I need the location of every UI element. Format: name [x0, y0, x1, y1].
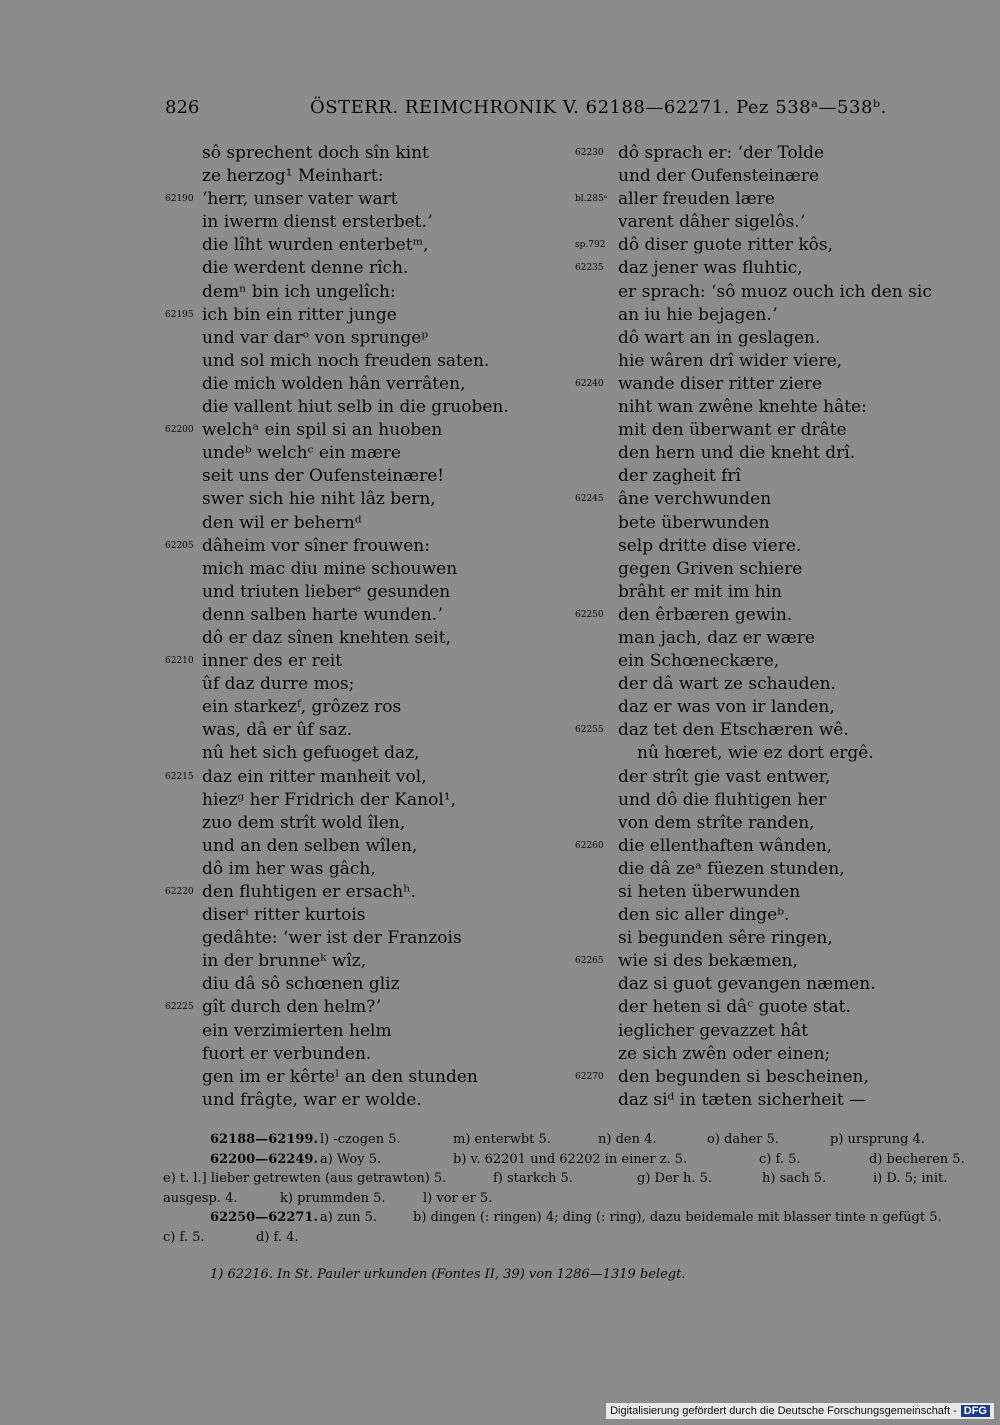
verse-line [575, 350, 975, 373]
line-number: 62190 [165, 194, 194, 205]
verse-text: daz jener was fluhtic, [618, 258, 803, 279]
apparatus-entry: k) prummden 5. [280, 1190, 386, 1206]
verse-text: sô sprechent doch sîn kint [202, 143, 429, 163]
verse-line [575, 604, 975, 627]
verse-text: hiezᵍ her Fridrich der Kanol¹, [202, 789, 456, 810]
apparatus-entry: c) f. 5. [163, 1229, 205, 1245]
verse-line [575, 535, 975, 558]
verse-text: er sprach: ʻsô muoz ouch ich den sic [618, 281, 932, 302]
line-number: 62205 [165, 540, 194, 551]
verse-text: den êrbæren gewin. [618, 604, 793, 625]
verse-line [575, 1020, 975, 1043]
verse-line [575, 165, 975, 188]
verse-line [575, 142, 975, 165]
verse-text: dâheim vor sîner frouwen: [202, 535, 430, 556]
apparatus-line [163, 1130, 965, 1150]
verse-line [165, 650, 565, 673]
verse-line [165, 373, 565, 396]
verse-line [165, 350, 565, 373]
verse-text: der strît gie vast entwer, [618, 766, 831, 787]
dfg-logo: DFG [961, 1405, 990, 1417]
verse-line [575, 789, 975, 812]
verse-text: in der brunneᵏ wîz, [202, 951, 367, 972]
verse-text: aller freuden lære [618, 189, 775, 210]
line-number: bl.285ᵃ [575, 194, 608, 205]
verse-line [575, 396, 975, 419]
verse-text: der zagheit frî [618, 466, 741, 487]
verse-text: dô sprach er: ʻder Tolde [618, 143, 825, 163]
verse-line [165, 419, 565, 442]
verse-text: gegen Griven schiere [618, 558, 803, 579]
verse-text: ich bin ein ritter junge [202, 304, 397, 325]
verse-line [165, 535, 565, 558]
verse-text: dô er daz sînen knehten seit, [202, 627, 451, 648]
verse-line [165, 673, 565, 696]
verse-line [575, 419, 975, 442]
verse-text: si begunden sêre ringen, [618, 928, 833, 949]
page-number: 826 [165, 97, 200, 118]
verse-text: ein verzimierten helm [202, 1020, 392, 1041]
verse-text: hie wâren drî wider viere, [618, 350, 843, 371]
line-number: 62200 [165, 425, 194, 436]
verse-text: nû hœret, wie ez dort ergê. [637, 743, 874, 764]
verse-text: bete überwunden [618, 512, 770, 533]
apparatus-entry: m) enterwbt 5. [453, 1132, 551, 1147]
verse-line [575, 719, 975, 742]
verse-text: die mich wolden hân verrâten, [202, 373, 466, 394]
verse-line [575, 1066, 975, 1089]
verse-line [165, 835, 565, 858]
line-number: 62265 [575, 956, 604, 967]
line-number: 62225 [165, 1002, 194, 1013]
verse-line [575, 304, 975, 327]
verse-text: und an den selben wîlen, [202, 835, 418, 856]
apparatus-verse-range: 62250—62271. [210, 1210, 318, 1225]
verse-text: und dô die fluhtigen her [618, 789, 827, 810]
line-number: sp.792 [575, 240, 606, 251]
right-verse-column [575, 142, 975, 1112]
verse-line [575, 673, 975, 696]
verse-line [165, 442, 565, 465]
verse-text: daz si guot gevangen næmen. [618, 974, 876, 995]
apparatus-verse-range: 62200—62249. [210, 1151, 318, 1167]
verse-text: die ellenthaften wânden, [618, 835, 833, 856]
verse-line [165, 789, 565, 812]
verse-text: daz ein ritter manheit vol, [202, 766, 427, 787]
line-number: 62195 [165, 309, 194, 320]
verse-text: mit den überwant er drâte [618, 420, 847, 441]
verse-line [165, 304, 565, 327]
verse-text: welchᵃ ein spil si an huoben [202, 420, 443, 441]
verse-text: swer sich hie niht lâz bern, [202, 489, 436, 510]
apparatus-entry: p) ursprung 4. [830, 1132, 925, 1147]
apparatus-entry: i) D. 5; init. [873, 1171, 948, 1186]
verse-text: âne verchwunden [618, 489, 772, 510]
verse-line [575, 904, 975, 927]
verse-text: selp dritte dise viere. [618, 535, 802, 556]
verse-line [165, 996, 565, 1019]
verse-text: si heten überwunden [618, 882, 801, 902]
dfg-credit [606, 1403, 994, 1419]
verse-text: ieglicher gevazzet hât [618, 1020, 809, 1041]
apparatus-entry: l) vor er 5. [423, 1190, 493, 1206]
verse-line [165, 558, 565, 581]
left-verse-column [165, 142, 565, 1112]
verse-line [575, 373, 975, 396]
verse-line [575, 257, 975, 280]
verse-line [165, 211, 565, 234]
verse-line [575, 512, 975, 535]
line-number: 62260 [575, 840, 604, 851]
verse-text: diu dâ sô schœnen gliz [202, 974, 400, 995]
verse-text: undeᵇ welchᶜ ein mære [202, 443, 401, 464]
verse-line [575, 950, 975, 973]
verse-line [165, 465, 565, 488]
verse-line [575, 835, 975, 858]
line-number: 62240 [575, 378, 604, 389]
verse-line [165, 696, 565, 719]
apparatus-line [163, 1189, 965, 1209]
verse-line [575, 188, 975, 211]
verse-text: und sol mich noch freuden saten. [202, 350, 490, 371]
verse-line [575, 581, 975, 604]
verse-line [165, 1089, 565, 1112]
verse-text: wie si des bekæmen, [618, 951, 798, 972]
verse-line [165, 950, 565, 973]
verse-text: und var darᵒ von sprungeᵖ [202, 327, 429, 348]
verse-line [165, 142, 565, 165]
verse-text: die werdent denne rîch. [202, 258, 409, 279]
verse-line [575, 927, 975, 950]
verse-text: man jach, daz er wære [618, 627, 815, 648]
line-number: 62220 [165, 887, 194, 897]
apparatus-entry: b) dingen (: ringen) 4; ding (: ring), dazu beidemale mit blasser tinte n gefügt 5. [413, 1210, 942, 1225]
apparatus-entry: d) f. 4. [256, 1229, 299, 1245]
verse-text: brâht er mit im hin [618, 581, 783, 602]
verse-line [165, 973, 565, 996]
apparatus-line [163, 1208, 965, 1228]
verse-line [165, 881, 565, 904]
verse-line [165, 281, 565, 304]
verse-text: daz tet den Etschæren wê. [618, 720, 849, 741]
footnote: 1) 62216. In St. Pauler urkunden (Fontes II, 39) von 1286—1319 belegt. [210, 1267, 686, 1282]
verse-line [165, 327, 565, 350]
verse-text: an iu hie bejagen.ʼ [618, 304, 778, 325]
verse-text: dô diser guote ritter kôs, [618, 235, 833, 256]
verse-text: den begunden si bescheinen, [618, 1066, 869, 1087]
line-number: 62235 [575, 263, 604, 274]
verse-line [575, 234, 975, 257]
verse-text: die vallent hiut selb in die gruoben. [202, 397, 509, 418]
verse-line [165, 904, 565, 927]
apparatus-entry: a) Woy 5. [320, 1151, 382, 1167]
verse-line [165, 1066, 565, 1089]
dfg-credit-text: Digitalisierung gefördert durch die Deutsche Forschungsgemeinschaft - [610, 1405, 957, 1417]
verse-text: was, dâ er ûf saz. [202, 720, 353, 741]
verse-text: fuort er verbunden. [202, 1043, 372, 1064]
verse-line [575, 881, 975, 904]
apparatus-entry: o) daher 5. [707, 1132, 779, 1147]
apparatus-line [163, 1228, 965, 1248]
verse-line [575, 281, 975, 304]
verse-line [165, 1043, 565, 1066]
verse-text: ʻherr, unser vater wart [202, 189, 398, 210]
apparatus-entry: d) becheren 5. [869, 1151, 965, 1167]
line-number: 62245 [575, 494, 604, 505]
verse-line [165, 766, 565, 789]
verse-line [165, 188, 565, 211]
apparatus-entry: h) sach 5. [762, 1171, 827, 1186]
verse-line [165, 812, 565, 835]
verse-line [165, 627, 565, 650]
verse-line [575, 327, 975, 350]
verse-text: varent dâher sigelôs.ʼ [618, 212, 805, 233]
verse-text: ein starkezᶠ, grôzez ros [202, 697, 402, 718]
verse-line [575, 696, 975, 719]
verse-line [575, 627, 975, 650]
apparatus-entry: ausgesp. 4. [163, 1190, 238, 1206]
running-head: ÖSTERR. REIMCHRONIK V. 62188—62271. Pez 538ᵃ—538ᵇ. [310, 97, 887, 118]
verse-text: der dâ wart ze schauden. [618, 674, 836, 695]
verse-text: daz siᵈ in tæten sicherheit — [618, 1089, 867, 1110]
verse-line [575, 973, 975, 996]
apparatus-line [163, 1150, 965, 1170]
verse-text: den hern und die kneht drî. [618, 443, 856, 464]
verse-text: wande diser ritter ziere [618, 373, 823, 394]
verse-text: mich mac diu mine schouwen [202, 558, 458, 579]
critical-apparatus [163, 1130, 965, 1247]
verse-line [575, 858, 975, 881]
verse-line [575, 1043, 975, 1066]
verse-text: seit uns der Oufensteinære! [202, 466, 445, 487]
apparatus-entry: b) v. 62201 und 62202 in einer z. 5. [453, 1151, 688, 1167]
verse-text: der heten si dâᶜ guote stat. [618, 997, 851, 1018]
verse-line [165, 742, 565, 765]
apparatus-entry: n) den 4. [598, 1132, 657, 1147]
verse-line [165, 257, 565, 280]
line-number: 62210 [165, 656, 194, 667]
verse-text: den fluhtigen er ersachʰ. [202, 882, 416, 902]
apparatus-line [163, 1169, 965, 1189]
verse-text: demⁿ bin ich ungelîch: [202, 281, 396, 302]
verse-text: daz er was von ir landen, [618, 697, 835, 718]
line-number: 62255 [575, 725, 604, 736]
verse-line [575, 465, 975, 488]
verse-line [165, 604, 565, 627]
verse-text: in iwerm dienst ersterbet.ʼ [202, 212, 433, 233]
verse-text: dô im her was gâch, [202, 858, 376, 879]
line-number: 62270 [575, 1071, 604, 1082]
verse-text: denn salben harte wunden.ʼ [202, 604, 443, 625]
verse-text: den sic aller dingeᵇ. [618, 905, 790, 926]
verse-text: gen im er kêrteˡ an den stunden [202, 1066, 478, 1087]
apparatus-entry: l) -czogen 5. [320, 1132, 401, 1147]
verse-line [575, 442, 975, 465]
verse-line [165, 581, 565, 604]
page-header [0, 97, 1000, 125]
verse-text: und der Oufensteinære [618, 166, 820, 187]
verse-line [575, 558, 975, 581]
line-number: 62215 [165, 771, 194, 782]
verse-line [165, 512, 565, 535]
apparatus-entry: e) t. l.] lieber getrewten (aus getrawton) 5. [163, 1171, 447, 1186]
verse-line [575, 211, 975, 234]
verse-line [165, 858, 565, 881]
verse-line [575, 1089, 975, 1112]
verse-line [575, 766, 975, 789]
verse-text: die lîht wurden enterbetᵐ, [202, 235, 429, 256]
verse-line [575, 996, 975, 1019]
verse-text: zuo dem strît wold îlen, [202, 812, 406, 833]
apparatus-entry: g) Der h. 5. [637, 1171, 713, 1186]
verse-line [165, 927, 565, 950]
verse-text: und triuten lieberᵉ gesunden [202, 581, 451, 602]
apparatus-verse-range: 62188—62199. [210, 1132, 318, 1147]
verse-text: inner des er reit [202, 651, 343, 672]
verse-text: nû het sich gefuoget daz, [202, 743, 420, 764]
verse-line [165, 165, 565, 188]
verse-text: ze herzog¹ Meinhart: [202, 166, 384, 187]
verse-text: von dem strîte randen, [618, 812, 815, 833]
verse-text: ûf daz durre mos; [202, 674, 355, 695]
verse-text: niht wan zwêne knehte hâte: [618, 397, 867, 418]
verse-line [165, 719, 565, 742]
verse-text: diserⁱ ritter kurtois [202, 905, 366, 926]
verse-line [575, 650, 975, 673]
verse-text: und frâgte, war er wolde. [202, 1089, 422, 1110]
verse-line [165, 488, 565, 511]
verse-line [165, 234, 565, 257]
line-number: 62250 [575, 609, 604, 620]
verse-text: gedâhte: ʻwer ist der Franzois [202, 928, 462, 949]
apparatus-entry: c) f. 5. [759, 1151, 801, 1167]
verse-line [575, 488, 975, 511]
verse-text: den wil er behernᵈ [202, 512, 362, 533]
line-number: 62230 [575, 148, 604, 158]
verse-text: gît durch den helm?ʼ [202, 997, 381, 1018]
verse-line [575, 742, 975, 765]
apparatus-entry: f) starkch 5. [493, 1171, 573, 1186]
verse-line [165, 1020, 565, 1043]
verse-line [165, 396, 565, 419]
verse-text: die dâ zeᵃ füezen stunden, [618, 858, 845, 879]
apparatus-entry: a) zun 5. [320, 1210, 378, 1225]
verse-text: ze sich zwên oder einen; [618, 1043, 831, 1064]
verse-text: ein Schœneckære, [618, 651, 780, 672]
verse-line [575, 812, 975, 835]
verse-text: dô wart an in geslagen. [618, 327, 821, 348]
